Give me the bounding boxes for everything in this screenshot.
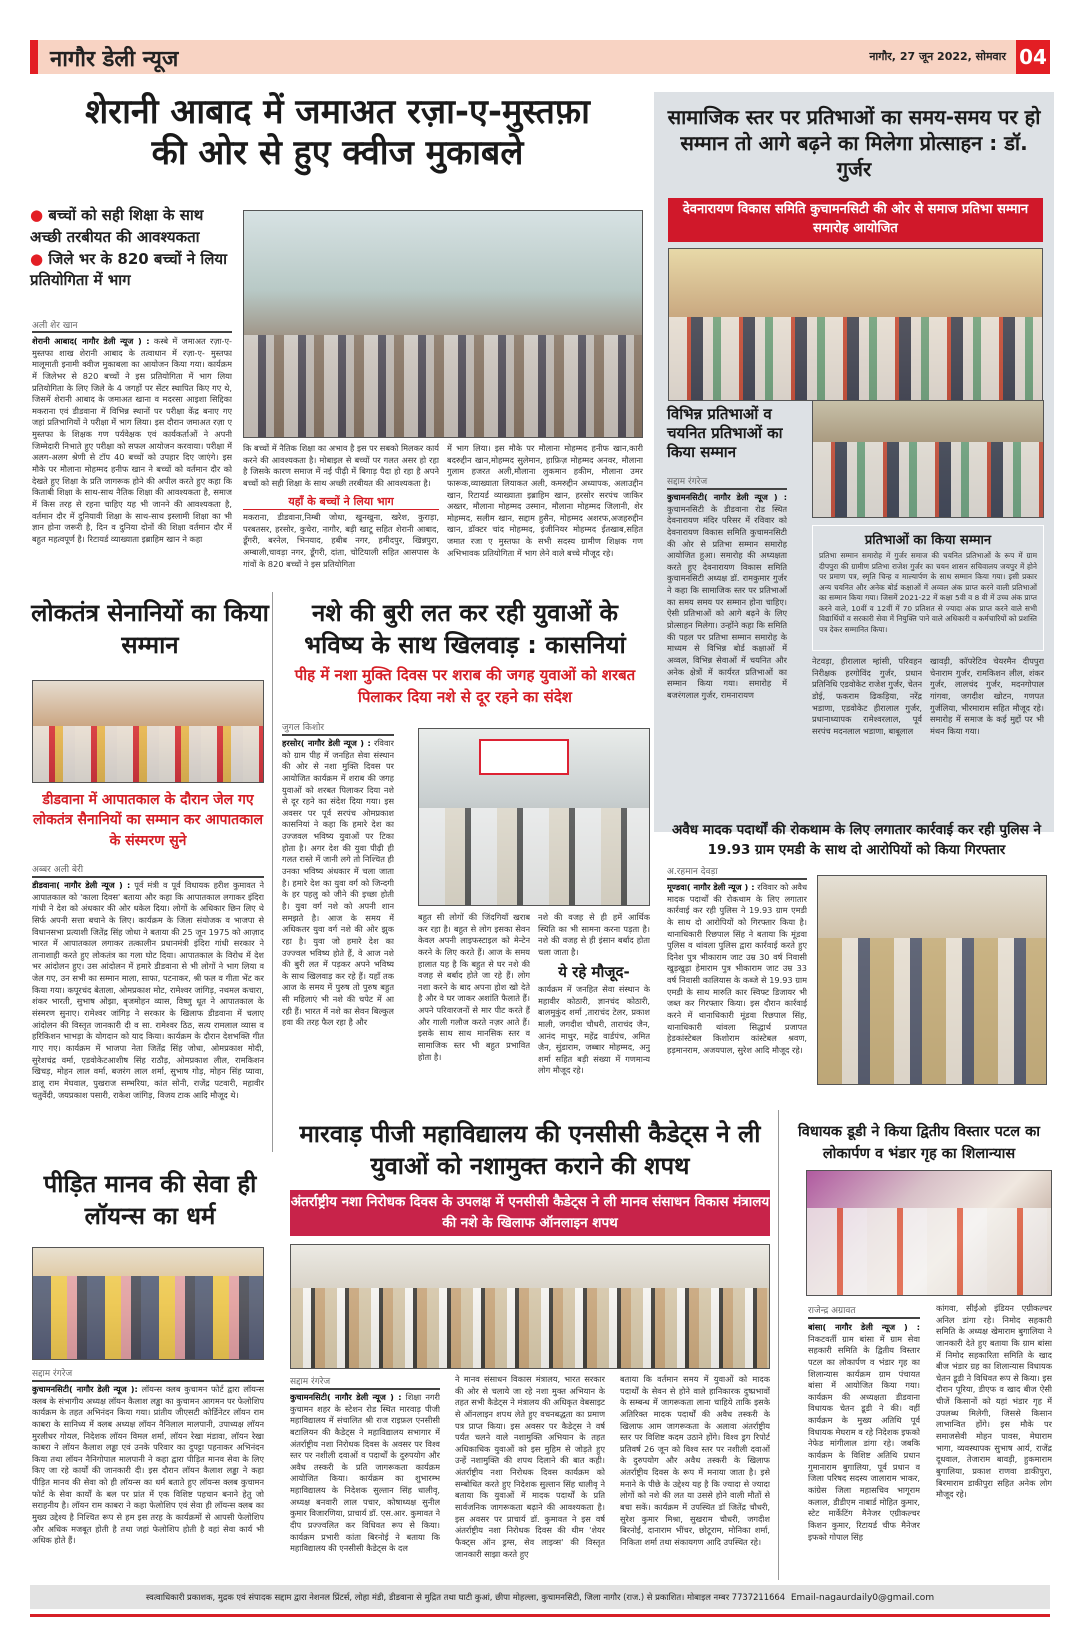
story4-present-body: कार्यक्रम में जनहित सेवा संस्थान के महावीर कोठारी, ज्ञानचंद कोठारी, बालमुकुंद शर्मा ,ताराचंद टेलर, प्रकाश माली, जगदीश चौधरी, ताराचंद जैन, आनंद माथुर, महेंद्र वार्डपंच, अमित जैन, सुंडाराम, जब्बार मोहम्मद, अनु शर्मा सहित बड़ी संख्या में गणमान्य लोग मौजूद रहे। [538, 984, 650, 1076]
story6-dateline: कुचामनसिटी( नागौर डेली न्यूज ): [32, 1384, 138, 1394]
story4-body-col1: हरसोर( नागौर डेली न्यूज ) : रविवार को ग्राम पीह में जनहित सेवा संस्थान की ओर से नशा मुक्ति दिवस पर आयोजित कार्यक्रम में शराब की जगह युवाओं को शरबत पिलाकर दिया नशे से दूर रहने का संदेश दिया गया। इस अवसर पर पूर्व सरपंच ओमप्रकाश कासनियां ने कहा कि हमारे देश का उज्जवल भविष्य युवाओं पर टिका होता है। अगर देश की युवा पीढ़ी ही गलत रास्ते में जानी लगे तो निश्चित ही उनका भविष्य अंधकार में चला जाता है। हमारे देश का युवा वर्ग को जिन्दगी के हर पहलु को जीने की इच्छा होती है। युवा वर्ग नशे को अपनी शान समझते है। आज के समय में अधिकतर युवा वर्ग नशे की ओर झुक रहा है। युवा जो हमारे देश का उज्ज्वल भविष्य होते हैं, वे आज नशे की बुरी लत में पड़कर अपने भविष्य के साथ खिलवाड़ कर रहे हैं। यहाँ तक आज के समय में पुरुष तो पुरुष बहुत सी महिलाएं भी नशे की चपेट में आ रही हैं। भारत में नशे का सेवन बिल्कुल हवा की तरह फैल रहा है और [282, 738, 394, 1028]
story1-bullet-item: ● बच्चों को सही शिक्षा के साथ अच्छी तरबीयत की आवश्यकता [30, 206, 204, 246]
story6-photo [32, 1247, 264, 1360]
story4-byline: जुगल किशोर [282, 723, 325, 733]
story2-side-headline: विभिन्न प्रतिभाओं व चयनित प्रतिभाओं का किया सम्मान [667, 405, 783, 462]
story3-headline: लोकतंत्र सेनानियों का किया सम्मान [31, 599, 269, 660]
story7-byline: सद्दाम रंगरेज [290, 1377, 331, 1387]
story6-body: कुचामनसिटी( नागौर डेली न्यूज ): लॉयन्स क्लब कुचामन फोर्ट द्वारा लॉयन्स क्लब के संभागीय अध्यक्ष लॉयन कैलाश लड्ढा का कुचामन आगमन पर फेलोशिप कार्यक्रम के तहत अभिनंदन किया गया। प्रांतीय जीएसटी कोर्डिनेटर लॉयन राम काबरा के सानिध्य में क्लब अध्यक्ष लॉयन नैनिलाल मालपानी, उपाध्यक्ष लॉयन मुरलीधर गोयल, निदेशक लॉयन विमल शर्मा, लॉयन रेखा मंडावा, लॉयन रेखा काबरा ने लॉयन कैलाश लड्ढा एवं उनके परिवार का दुपट्टा पहनाकर अभिनंदन किया तथा लॉयन नैनिगोपाल मालपानी ने कहा द्वारा पीड़ित मानव सेवा के लिए किए जा रहे कार्यों की जानकारी दी। इस दौरान लॉयन कैलाश लड्ढा ने कहा पीड़ित मानव की सेवा को ही लॉयन्स का धर्म बताते हुए लॉयन्स क्लब कुचामन फोर्ट के सेवा कार्यों के बल पर प्रांत में एक विशिष्ट पहचान बनाने हेतु जो सराहनीय है। लॉयन राम काबरा ने कहा फेलोशिप एवं सेवा ही लॉयन्स क्लब का मुख्य उद्देश्य है निश्चित रूप से हम इस तरह के कार्यक्रमों से आपसी फेलोशिप और अधिक मजबूत होती है तथा जहां फेलोशिप होती है वहां सेवा कार्य भी अधिक होते हैं। [32, 1384, 264, 1546]
story4-body-col3: नशे की वजह से ही हमें आर्थिक स्थिति का भी सामना करना पड़ता है। नशे की वजह से ही इंसान बर्बाद होता चला जाता है। [538, 912, 650, 957]
story3-subhead: डीडवाना में आपातकाल के दौरान जेल गए लोकतंत्र सैनानियों का सम्मान कर आपातकाल के संस्मरण सुने [33, 792, 263, 849]
story3-dateline: डीडवाना( नागौर डेली न्यूज ) : [32, 880, 131, 890]
story1-body-col3: में भाग लिया। इस मौके पर मौलाना मोहम्मद हनीफ खान,कारी बदरुद्दीन खान,मोहम्मद सुलेमान, हाफ़िज़ मोहम्मद अनवर, मौलाना गुलाम हजरत अली,मौलाना लुकमान हकीम, मौलाना उमर फारूक,व्याख्याता लियाकत अली, कमरुद्दीन अध्यापक, अलाउद्दीन खान, रिटायर्ड व्याख्याता इब्राहिम खान, हरसोर सरपंच जाकिर अख्तर, मौलाना मोहम्मद उस्मान, मौलाना मोहम्मद जिलानी, शेर मोहम्मद, सलीम खान, सद्दाम हुसैन, मोहम्मद अशरफ,अजहरुद्दीन खान, डॉक्टर चांद मोहम्मद, इंजीनियर मोहम्मद ईतखाब,सहित जमात रजा ए मुस्तफा के सभी सदस्य ग्रामीण शिक्षक गण अभिभावक प्रतियोगिता में भाग लेने वाले बच्चे मौजूद रहे। [447, 443, 643, 558]
footer-imprint [30, 1585, 1050, 1609]
story4-headline: नशे की बुरी लत कर रही युवाओं के भविष्य के साथ खिलवाड़ : कासनियां [304, 599, 626, 660]
story8-headline: विधायक डूडी ने किया द्वितीय विस्तार पटल का लोकार्पण व भंडार गृह का शिलान्यास [798, 1124, 1040, 1162]
imprint-text: स्वत्वाधिकारी प्रकाशक, मुद्रक एवं संपादक सद्दाम द्वारा नेशनल प्रिंटर्स, लोहा मंडी, डीडवाना से मुद्रित तथा घाटी कुआं, छीपा मोहल्ला, कुचामनसिटी, जिला नागौर (राज.) से प्रकाशित। मोबाइल नम्बर 7737211664 [145, 1592, 786, 1602]
issue-date: नागौर, 27 जून 2022, सोमवार [869, 50, 1006, 63]
masthead-accent-bar [30, 40, 38, 74]
divider [282, 734, 394, 736]
page-number: 04 [1016, 40, 1050, 74]
story1-byline: अली शेर खान [32, 321, 78, 331]
story2-body-col1: कुचामनसिटी( नागौर डेली न्यूज ) : कुचामनसिटी के डीडवाना रोड स्थित देवनारायण मंदिर परिसर में रविवार को देवनारायण विकास समिति कुचामनसिटी की ओर से प्रतिभा सम्मान समारोह आयोजित हुआ। समारोह की अध्यक्षता करते हुए देवनारायण विकास समिति कुचामनसिटी अध्यक्ष डॉ. रामकुमार गुर्जर ने कहा कि सामाजिक स्तर पर प्रतिभाओं का समय समय पर सम्मान होना चाहिए। ऐसी प्रतिभाओं को आगे बढ़ने के लिए प्रोत्साहन मिलेगा। उन्होंने कहा कि समिति की पहल पर प्रतिभा सम्मान समारोह के माध्यम से विभिन्न बोर्ड कक्षाओं में अव्वल, विभिन्न सेवाओं में चयनित और अनेक क्षेत्रों में कार्यरत प्रतिभाओं का सम्मान किया गया। समारोह में बजरंगलाल गुर्जर, रामनारायण [667, 492, 787, 700]
story4-subhead: पीह में नशा मुक्ति दिवस पर शराब की जगह युवाओं को शरबत पिलाकर दिया नशे से दूर रहने का संदेश [294, 666, 636, 706]
divider [808, 1317, 920, 1319]
story3-byline: अब्बर अली बेरी [32, 865, 84, 875]
story5-headline: अवैध मादक पदार्थों की रोकथाम के लिए लगातार कार्रवाई कर रही पुलिस ने 19.93 ग्राम एमडी के साथ दो आरोपियों को किया गिरफ्तार [671, 822, 1041, 859]
column-divider [778, 1110, 779, 1580]
story1-bullets [30, 205, 230, 292]
story2-award-photo [812, 400, 1044, 518]
story1-headline [30, 92, 645, 175]
story7-body-col2: ने मानव संसाधन विकास मंत्रालय, भारत सरकार की ओर से चलाये जा रहे नशा मुक्त अभियान के तहत सभी कैडेट्स ने मंत्रालय की अधिकृत वेबसाइट से ऑनलाइन शपथ लेते हुए वचनबद्धता का प्रमाण पत्र प्राप्त किया। इस अवसर पर कैडेट्स ने वर्ष पर्यंत चलने वाले नशामुक्ति अभियान के तहत अधिकाधिक युवाओं को इस मुहिम से जोड़ते हुए उन्हें नशामुक्ति की शपथ दिलाने की बात कही। अंतर्राष्ट्रीय नशा निरोधक दिवस कार्यक्रम को सम्बोधित करते हुए निदेशक सुल्तान सिंह धालीवृ ने बताया कि युवाओं में मादक पदार्थों के प्रति सार्वजनिक जागरूकता बढ़ाने की आवश्यकता है। इस अवसर पर प्राचार्य डॉ. कुमावत ने इस वर्ष अंतर्राष्ट्रीय नशा निरोधक दिवस की थीम 'शेयर फैक्ट्स ऑन ड्रग्स, सेव लाइव्स' की विस्तृत जानकारी साझा करते हुए [455, 1374, 605, 1559]
divider [667, 488, 787, 490]
story6-byline: सद्दाम रंगरेज [32, 1369, 73, 1379]
story2-box-title: प्रतिभाओं का किया सम्मान [864, 533, 992, 548]
story3-body: डीडवाना( नागौर डेली न्यूज ) : पूर्व मंत्री व पूर्व विधायक हरीश कुमावत ने आपातकाल को 'काला दिवस' बताया और कहा कि आपातकाल लगाकर इंदिरा गांधी ने देश को अंधकार की ओर धकेल दिया। लोगों के अधिकार छिन लिए थे सिर्फ अपनी सत्ता बचाने के लिए। कार्यक्रम के जिला संयोजक व भाजपा से विधानसभा प्रत्याशी जितेंद्र सिंह जोधा ने बताया की 25 जून 1975 को आज़ाद भारत में आपातकाल लगाकर तत्कालीन प्रधानमंत्री इंदिरा गांधी सरकार ने तानाशाही करते हुए लोकतंत्र का गला घोट दिया। आपातकाल के विरोध में देश भर आंदोलन हुए। उस आंदोलन में हमारे डीडवाना से भी लोगों ने भाग लिया व जेल गए, उन सभी का सम्मान माला, साफा, पटनाकर, श्री फल व गीता भेंट कर किया गया। कपूरचंद बेताला, ओमप्रकाश मोट, रामेश्वर जांगिड़, नथमल कचारा, शंकर भारती, सुभाष ओझा, बृजमोहन व्यास, विष्णु धूत ने आपातकाल के संस्मरण सुनाए। रामेश्वर जांगिड़ ने सरकार के खिलाफ डीडवाना में चलाए आंदोलन की विस्तृत जानकारी दी व सा. रामेश्वर ठिठ, सत्य रामलाल व्यास व हरिकिशन भाभड़ा के योगदान को याद किया। कार्यक्रम के दौरान देशभक्ति गीत गाए गए। कार्यक्रम में भाजपा नेता जितेंद्र सिंह जोधा, ओमप्रकाश मोदी, सुरेशचंद्र वर्मा, एडवोकेटआशीष सिंह राठौड़, ओमप्रकाश लील, रामकिशन खिचड़, मोहन लाल वर्मा, बजरंग लाल शर्मा, सुभाष गोड़, मोहन सिंह प्यावा, डालू राम मेघवाल, पुखराज सम्भरिया, कांत सोनी, राजेंद्र पटवारी, महावीर चतुर्वेदी, जयप्रकाश पसारी, राकेश जांगिड़, विजय टाक आदि मौजूद थे। [32, 880, 264, 1100]
story2-byline: सद्दाम रंगरेज [667, 477, 708, 487]
story2-dateline: कुचामनसिटी( नागौर डेली न्यूज ) : [667, 492, 787, 502]
story4-body-col2: बहुत सी लोगों की जिंदगियाँ खराब कर रहा है। बहुत से लोग इसका सेवन केवल अपनी लाइफस्टाइल को मेन्टेन करने के लिए करते हैं। आज के समय हालात यह है कि बहुत से घर नशे की वजह से बर्बाद होते जा रहे हैं। लोग नशा करने के बाद अपना होश खो देते है और वे घर जाकर अशांति फैलाते हैं। अपने परिवारजनों से मार पीट करते हैं और गाली गलौज करते नज़र आते हैं। इसके साथ साथ मानसिक स्तर व सामाजिक स्तर भी बहुत प्रभावित होता है। [418, 912, 530, 1062]
story2-group-photo [668, 248, 1043, 401]
masthead [30, 40, 1050, 74]
story4-photo [418, 728, 650, 906]
story1-body-col2: कि बच्चों में नैतिक शिक्षा का अभाव है इस पर सबको मिलकर कार्य करने की आवश्यकता है। मोबाइल से बच्चों पर गलत असर हो रहा है जिसके कारण समाज में नई पीढ़ी में बिगाड़ पैदा हो रहा है अपने बच्चों को सही शिक्षा के साथ अच्छी तरबीयत की आवश्यकता है। [243, 443, 439, 488]
footer-email[interactable]: Email-nagaurdaily0@gmail.com [790, 1593, 935, 1603]
story7-body-col1: कुचामनसिटी( नागौर डेली न्यूज ) : शिक्षा नगरी कुचामन शहर के स्टेशन रोड स्थित मारवाड़ पीजी महाविद्यालय में संचालित श्री राज राइफ़ल एनसीसी बटालियन की कैडेट्स ने महाविद्यालय सभागार में अंतर्राष्ट्रीय नशा निरोधक दिवस के अवसर पर विश्व स्तर पर नशीली दवाओं व पदार्थों के दुरुपयोग और अवैध तस्करी के प्रति जागरूकता कार्यक्रम आयोजित किया। कार्यक्रम का शुभारम्भ महाविद्यालय के निदेशक सुल्तान सिंह धालीवृ, अध्यक्ष बनवारी लाल पचार, कोषाध्यक्ष सुनील कुमार विजारणिया, प्राचार्य डॉ. एस.आर. कुमावत ने दीप प्रज्ज्वलित कर विधिवत रूप से किया। कार्यक्रम प्रभारी कांता बिरनोई ने बताया कि महाविद्यालय की एनसीसी कैडेट्स के दल [290, 1392, 440, 1554]
story1-bullet-item: ● जिले भर के 820 बच्चों ने लिया प्रतियोगिता में भाग [30, 249, 227, 290]
divider [32, 1380, 264, 1382]
story1-subhead: यहाँ के बच्चों ने लिया भाग [243, 494, 439, 510]
story7-red-band: अंतर्राष्ट्रीय नशा निरोधक दिवस के उपलक्ष में एनसीसी कैडेट्स ने ली मानव संसाधन विकास मंत्रालय की नशे के खिलाफ ऑनलाइन शपथ [290, 1190, 770, 1236]
bullet-dot-icon: ● [30, 206, 44, 224]
story8-body-col2: कांगवा, सीईओ इंडियन एग्रीकल्चर अनिल डांगा रहे। निमोद सहकारी समिति के अध्यक्ष खेमाराम बुगालिया ने जानकारी देते हुए बताया कि ग्राम बांसा में निमोद सहकारिता समिति के खाद बीज भंडार ग्रह का शिलान्यास विधायक चेतन डूडी ने विधिवत रूप से किया। इस दौरान पूरिया, डीएफ व खाद बीज ऐसी चीजें किसानों को यहां भंडार गृह में उपलब्ध मिलेगी, जिससे किसान लाभान्वित होंगे। इस मौके पर समाजसेवी मोहन पावस, मेघाराम भागा, व्यवस्थापक सुभाष आर्य, राजेंद्र दूधवाल, तेजाराम बावड़ी, हुकमाराम बुगालिया, प्रकाश राणवा डाकीपुरा, बिरमाराम डाकीपुरा सहित अनेक लोग मौजूद रहे। [936, 1303, 1052, 1500]
story7-dateline: कुचामनसिटी( नागौर डेली न्यूज ) : [290, 1392, 402, 1402]
divider [32, 331, 232, 333]
story1-dateline: शेरानी आबाद( नागौर डेली न्यूज ) : [32, 336, 150, 346]
story7-headline: मारवाड़ पीजी महाविद्यालय की एनसीसी कैडेट्स ने ली युवाओं को नशामुक्त कराने की शपथ [299, 1120, 761, 1181]
story1-headline-line1: शेरानी आबाद में जमाअत रज़ा-ए-मुस्तफ़ा [85, 92, 590, 132]
story1-headline-line2: की ओर से हुए क्वीज मुकाबले [151, 133, 524, 174]
story2-body-col2: नेटवड़ा, हीरालाल म्हांसी, परिवहन निरीक्षक हरगोविंद गुर्जर, प्रधान प्रतिनिधि एडवोकेट राजेश गुर्जर, चेतन डोई, फकराम ढिकड़िया, नरेंद्र भडाणा, एडवोकेट हीरालाल गुर्जर, प्रधानाध्यापक रामेश्वरलाल, पूर्व सरपंच मदनलाल भडाणा, बाबूलाल [812, 656, 922, 736]
column-divider [272, 592, 273, 1152]
footer-rule [30, 1614, 1050, 1617]
story6-headline: पीड़ित मानव की सेवा ही लॉयन्स का धर्म [43, 1170, 257, 1231]
story2-red-band: देवनारायण विकास समिति कुचामनसिटी की ओर से समाज प्रतिभा सम्मान समारोह आयोजित [668, 198, 1043, 242]
story8-dateline: बांसा( नागौर डेली न्यूज ) : [808, 1322, 920, 1332]
story8-body-col1: बांसा( नागौर डेली न्यूज ) : निकटवर्ती ग्राम बांसा में ग्राम सेवा सहकारी समिति के द्वितीय विस्तार पटल का लोकार्पण व भंडार गृह का शिलान्यास कार्यक्रम ग्राम पंचायत बांसा में आयोजित किया गया। कार्यक्रम की अध्यक्षता डीडवाना विधायक चेतन डूडी ने की। वहीं कार्यक्रम के मुख्य अतिथि पूर्व विधायक मेघराम व रहे निदेशक इफको नेफेड मांगीलाल डांगा रहे। जबकि कार्यक्रम के विशिष्ट अतिथि प्रधान गुमानाराम बुगालिया, पूर्व प्रधान व जिला परिषद सदस्य जालाराम भाकर, कांग्रेस जिला महासचिव भागूराम कलाल, डीडीएम नाबार्ड मोहित कुमार, स्टेट मार्केटिंग मैनेजर एग्रीकल्चर किशन कुमार, रिटायर्ड चीफ मैनेजर इफको गोपाल सिंह [808, 1322, 920, 1542]
divider [290, 1388, 440, 1390]
story3-photo [32, 680, 264, 783]
story4-present-heading: ये रहे मौजूद- [558, 963, 630, 981]
story4-dateline: हरसोर( नागौर डेली न्यूज ) : [282, 738, 371, 748]
story5-police-photo [817, 875, 1047, 1085]
story1-photo [243, 210, 643, 438]
story2-box-body: प्रतिभा सम्मान समारोह में गुर्जर समाज की चयनित प्रतिभाओं के रूप में ग्राम दीपपुरा की ग्रामीण प्रतिभा राजेश गुर्जर का चयन शासन सचिवालय जयपुर में होने पर प्रमाण पत्र, स्मृति चिन्ह व माल्यार्पण के साथ सम्मान किया गया। इसी प्रकार अन्य चयनित और अनेक बोर्ड कक्षाओं में अव्वल अंक प्राप्त करने वाली प्रतिभाओं का सम्मान किया गया। जिसमें 2021-22 में कक्षा 5वी व 8 वी में उच्च अंक प्राप्त करने वाले, 10वीं व 12वीं में 70 प्रतिशत से ज्यादा अंक प्राप्त करने वाले सभी विद्यार्थियों व सरकारी सेवा में नियुक्ति पाने वाले अधिकारी व कर्मचारियों को प्रशस्ति पत्र देकर सम्मानित किया। [819, 551, 1037, 634]
bullet-dot-icon: ● [30, 249, 44, 268]
story2-headline: सामाजिक स्तर पर प्रतिभाओं का समय-समय पर हो सम्मान तो आगे बढ़ने का मिलेगा प्रोत्साहन : डॉ. गुर्जर [667, 105, 1041, 181]
story8-byline: राजेन्द्र अग्रावत [808, 1306, 856, 1316]
banner-graphic [479, 739, 569, 775]
story1-body-col2b: मकराना, डीडवाना,निम्बी जोधा, खुनखुना, खरेश, कुराड़ा, परबतसर, हरसोर, कुचेरा, नागौर, बड़ी खाटू सहित शेरानी आबाद, डूँगरी, बरनेल, भिनयाद, हबीब नगर, हमीदपुर, खिन्नपुरा, अम्बाली,चावड़ा नगर, डूँगरी, दांता, चोटियाली सहित आसपास के गांवों के 820 बच्चों ने इस प्रतियोगिता [243, 512, 439, 569]
story5-dateline: मूण्डवा( नागौर डेली न्यूज ) : [667, 882, 755, 892]
story1-body-col1: शेरानी आबाद( नागौर डेली न्यूज ) : कस्बे में जमाअत रज़ा-ए-मुस्तफा शाख शेरानी आबाद के तत्वाधान में रज़ा-ए- मुस्तफा मालूमाती इनामी क्वीज मुकाबला का आयोजन किया गया। कार्यक्रम में जिलेभर से 820 बच्चों ने इस प्रतियोगिता में भाग लिया प्रतियोगिता के लिए जिले के 4 जगहों पर सेंटर स्थापित किए गए थे, जिसमें शेरानी आबाद के जमाअत खाना व मदरसा आइशा सिद्दिका मकराना एवं डीडवाना में विभिन्न स्थानों पर परीक्षा केंद्र बनाए गए जहां प्रतिभागियों ने परीक्षा में भाग लिया। इस दौरान जमाअत रज़ा ए मुस्तफा के शिक्षक गण पर्यवेक्षक एवं कार्यकर्ताओं ने अपनी जिम्मेदारी निभाते हुए परीक्षा को सफल आयोजन करवाया। परीक्षा में अलग-अलग श्रेणी से टॉप 40 बच्चों को उपहार दिए जाएंगे। इस मौके पर मौलाना मोहम्मद हनीफ खान ने बच्चों को वर्तमान दौर को देखते हुए शिक्षा के प्रति जागरूक होने की अपील करते हुए कहा कि किताबी शिक्षा के साथ-साथ नैतिक शिक्षा की आवश्यकता है, समाज में किस तरह से रहना चाहिए यह भी जानने की आवश्यकता है, वर्तमान दौर में दुनियावी शिक्षा के साथ-साथ इस्लामी शिक्षा का भी ज्ञान होना जरूरी है, दिन व दुनिया दोनों की शिक्षा वर्तमान दौर में बहुत महत्वपूर्ण है। रिटायर्ड व्याख्याता इब्राहिम खान ने कहा [32, 336, 232, 544]
story5-body: मूण्डवा( नागौर डेली न्यूज ) : रविवार को अवैध मादक पदार्थों की रोकथाम के लिए लगातार कार्रवाई कर रही पुलिस ने 19.93 ग्राम एमडी के साथ दो आरोपियों को गिरफ्तार किया है। थानाधिकारी रिछपाल सिंह ने बताया कि मूंडवा पुलिस व थांवला पुलिस द्वारा कार्रवाई करते हुए दिनेश पुत्र भीकाराम जाट उम्र 30 वर्ष निवासी खुड़खुड़ा हेमाराम पुत्र भीकाराम जाट उम्र 33 वर्ष निवासी कालियास के कब्जे से 19.93 ग्राम एमडी के साथ मारुति कार स्विफ्ट डिजायर भी जब्त कर गिरफ्तार किया। इस दौरान कार्रवाई करने में थानाधिकारी मूंडवा रिछपाल सिंह, थानाधिकारी थांवला सिद्धार्थ प्रजापत हेडकांस्टेबल किशोराम कांस्टेबल श्रवण, हड़मानराम, अजयपाल, सुरेश आदि मौजूद रहे। [667, 882, 807, 1055]
divider [667, 878, 807, 880]
story7-body-col3: बताया कि वर्तमान समय में युवाओं को मादक पदार्थों के सेवन से होने वाले हानिकारक दुष्प्रभावों के सम्बन्ध में जागरूकता लाना चाहिये ताकि इसके अतिरिक्त मादक पदार्थों की अवैध तस्करी के खिलाफ आम जागरूकता के अलावा अंतर्राष्ट्रीय स्तर पर विशिष्ट कदम उठाने होंगे। विश्व ड्रग रिपोर्ट प्रतिवर्ष 26 जून को विश्व स्तर पर नशीली दवाओं के दुरुपयोग और अवैध तस्करी के खिलाफ अंतर्राष्ट्रीय दिवस के रूप में मनाया जाता है। इसे मनाने के पीछे के उद्देश्य यह है कि ज्यादा से ज्यादा लोगों को नशे की लत या उससे होने वाली मौतों से बचा सकें। कार्यक्रम में उपस्थित डॉ जितेंद्र चौधरी, सुरेश कुमार मिश्रा, सुखराम चौधरी, जगदीश बिरनोई, दानाराम भींचर, छोटूराम, मोनिका शर्मा, निकिता शर्मा तथा संकायगण आदि उपस्थित रहे। [620, 1374, 770, 1547]
story2-info-box [812, 525, 1044, 651]
divider [32, 876, 264, 878]
story2-body-col3: खावड़ी, कॉपरेटिव चेयरमैन दीपपुरा चेनाराम गुर्जर, रामकिशन लील, शंकर गुर्जर, लालचंद गुर्जर, मदनगोपाल गांगवा, जगदीश खोटन, गणपत गुर्जलिया, भीरमाराम सहित मौजूद रहे। समारोह में समाज के कई मुद्दों पर भी मंथन किया गया। [930, 656, 1044, 736]
story5-byline: अ.रहमान देवड़ा [667, 867, 718, 877]
newspaper-name: नागौर डेली न्यूज [50, 47, 179, 72]
story8-photo [806, 1170, 1052, 1296]
story7-ncc-photo [290, 1244, 770, 1369]
